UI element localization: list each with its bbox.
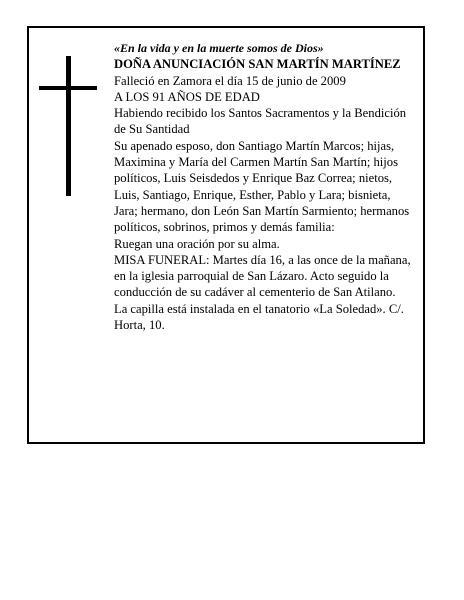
cross-vertical-bar [66, 56, 71, 196]
prayer-request: Ruegan una oración por su alma. [114, 236, 280, 251]
sacraments-note: Habiendo recibido los Santos Sacramentos y la Bendición de Su Santidad [114, 106, 407, 137]
obituary-motto: «En la vida y en la muerte somos de Dios» [114, 41, 324, 55]
chapel-location: La capilla está instalada en el tanatorio «La Soledad». C/. Horta, 10. [114, 301, 404, 333]
death-notice: Falleció en Zamora el día 15 de junio de 2009 [114, 73, 346, 88]
obituary-text [114, 40, 416, 333]
deceased-name: DOÑA ANUNCIACIÓN SAN MARTÍN MARTÍNEZ [114, 57, 401, 72]
age-at-death: A LOS 91 AÑOS DE EDAD [114, 89, 260, 104]
cross-horizontal-bar [39, 86, 97, 90]
family-list: Su apenado esposo, don Santiago Martín Marcos; hijas, Maximina y María del Carmen Martín San Martín; hijos políticos, Luis Seisdedos y Enrique Baz Correa; nietos, Luis, Santiago, Enrique, Esther, Pablo y Lara; bisnieta, Jara; hermano, don León San Martín Sarmiento; hermanos políticos, sobrinos, primos y demás familia: [114, 138, 410, 235]
funeral-mass-details: MISA FUNERAL: Martes día 16, a las once de la mañana, en la iglesia parroquial de San Lázaro. Acto seguido la conducción de su cadáver al cementerio de San Atilano. [114, 252, 411, 300]
